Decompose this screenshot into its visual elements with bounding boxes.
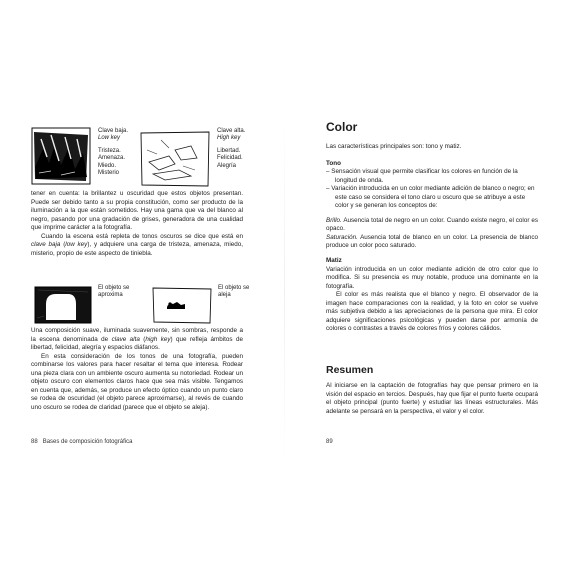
running-title: Bases de composición fotográfica (42, 439, 133, 445)
intro-line: Las características principales son: tono y matiz. (326, 143, 462, 150)
section-heading-color: Color (326, 120, 358, 134)
paragraph: En esta consideración de los tonos de una fotografía, pueden combinarse los valores para hacer resaltar el tema que interesa. Rodear una pieza clara con un ambiente oscuro aumenta su notoriedad. Rodear un objeto oscuro con elementos claros hace que sea más visible. Tengamos en cuenta que, además, se produce un efecto óptico cuando un punto claro se rodea de oscuridad (el objeto parece aproximarse), al revés de cuando uno oscuro se rodea de claridad (parece que el objeto se aleja). (31, 352, 243, 411)
section-heading-resumen: Resumen (326, 364, 374, 376)
page-number: 88 (31, 439, 38, 445)
paragraph: Una composición suave, iluminada suavemente, sin sombras, responde a la escena denominada de clave alta (high key) que refleja ámbitos de libertad, felicidad, alegría y espacios diáfanos. (31, 327, 243, 352)
near-object-caption: El objeto se aproxima (98, 285, 130, 299)
far-object-sketch (151, 286, 213, 325)
paragraph: El color es más realista que el blanco y negro. El observador de la imagen hace comparaciones con la realidad, y la foto en color se vuelve más subjetiva debido a las apreciaciones de la persona que mira. El color adquiere significaciones psicológicas y pueden darse por armonía de colores o contrastes a través de colores fríos y colores cálidos. (326, 291, 538, 333)
color-section (326, 143, 538, 334)
paragraph: tener en cuenta: la brillantez u oscuridad que estos objetos presentan. Puede ser debido tanto a su propia constitución, como ser producto de la iluminación a la que están sometidos. Hay una gama que va del blanco al negro, pasando por una gradación de grises, generadora de una cualidad que imprime carácter a la fotografía. (31, 190, 243, 232)
paragraph: Variación introducida en un color mediante adición de otro color que lo modifica. Si su presencia es muy notable, produce una dominante en la fotografía. (326, 265, 538, 290)
right-page (285, 0, 570, 570)
high-key-caption (217, 128, 245, 170)
left-text-block-1 (31, 190, 243, 258)
paragraph: Al iniciarse en la captación de fotografías hay que pensar primero en la visión del espacio en tercios. Después, hay que fijar el punto fuerte ocupará el objeto principal (punto fuerte) y estudiar las líneas estructurales. Más adelante se pensará en la perspectiva, el valor y el color. (326, 382, 538, 415)
saturacion-definition: Saturación. Ausencia total de blanco en un color. La presencia de blanco produce un color poco saturado. (326, 233, 538, 250)
tono-item: – Sensación visual que permite clasificar los colores en función de la longitud de onda. (326, 168, 518, 184)
caption-word: Amenaza. (98, 155, 126, 162)
tono-item: – Variación introducida en un color mediante adición de blanco o negro; en este caso se considera el tono claro u oscuro que se atribuye a este color y se generan los conceptos de: (326, 185, 535, 210)
low-key-sketch (31, 127, 91, 185)
brillo-definition: Brillo. Ausencia total de negro en un color. Cuando existe negro, el color es opaco. (326, 216, 538, 233)
caption-english: High key (217, 135, 241, 142)
subheading-tono: Tono (326, 159, 341, 167)
left-footer (31, 439, 132, 445)
caption-word: Libertad. (217, 147, 241, 154)
far-object-caption: El objeto se aleja (218, 285, 250, 299)
high-key-sketch (139, 130, 211, 188)
caption-english: Low key (98, 135, 121, 142)
low-key-caption (98, 128, 128, 177)
caption-word: Misterio (98, 170, 120, 177)
subheading-matiz: Matiz (326, 257, 342, 265)
caption-title: Clave alta. (217, 128, 246, 134)
caption-word: Alegría (217, 162, 237, 169)
resumen-section (326, 382, 538, 416)
near-object-sketch (34, 286, 92, 324)
caption-word: Felicidad. (217, 155, 243, 162)
caption-word: Tristeza. (98, 147, 121, 154)
paragraph: Cuando la escena está repleta de tonos oscuros se dice que está en clave baja (low key), y adquiere una carga de tristeza, amenaza, miedo, misterio, propio de este aspecto de tiniebla. (31, 232, 244, 257)
caption-title: Clave baja. (98, 128, 129, 134)
right-page-number: 89 (326, 439, 333, 445)
left-text-block-2 (31, 327, 243, 412)
caption-word: Miedo. (98, 162, 117, 169)
